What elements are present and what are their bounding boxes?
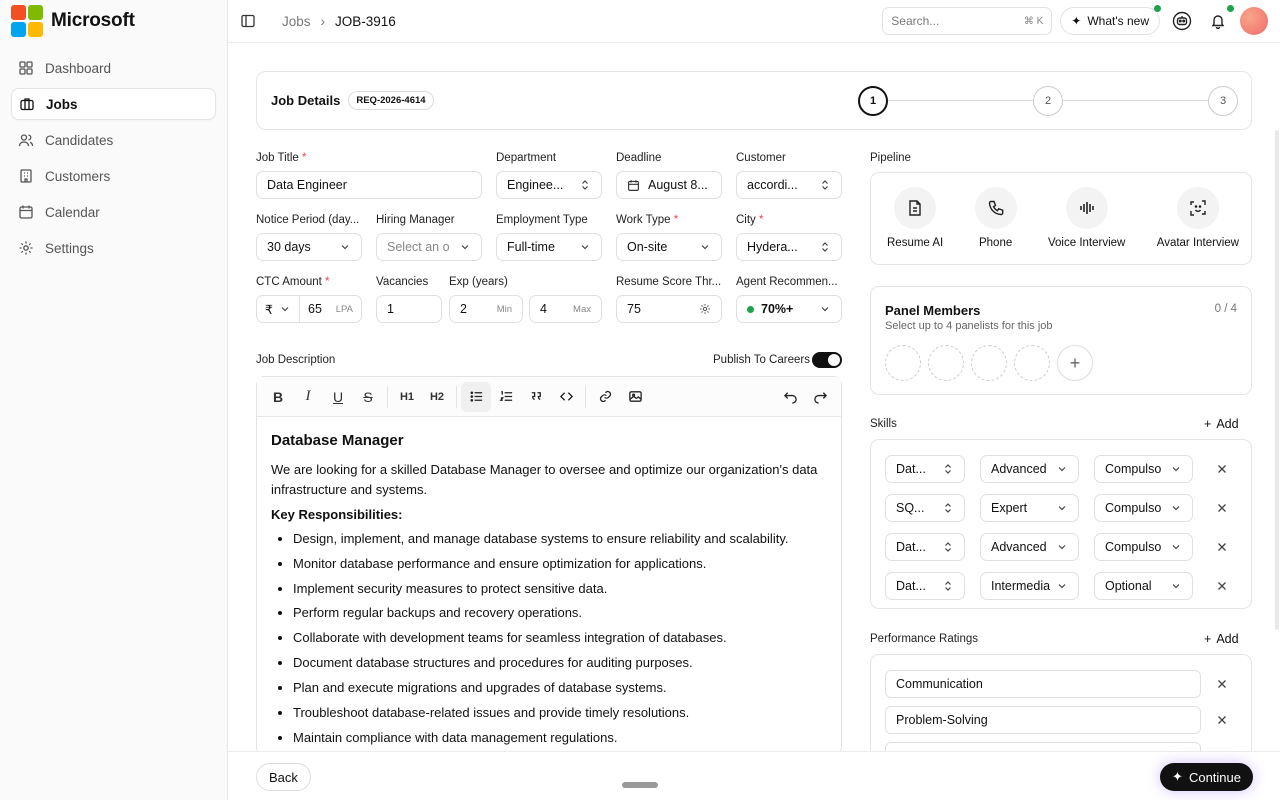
skill-requirement-select[interactable]: Optional <box>1094 572 1193 600</box>
chevron-down-icon <box>819 303 831 315</box>
list-item: • Plan and execute migrations and upgrades of database systems. <box>293 678 827 698</box>
pipeline-voice-interview[interactable]: Voice Interview <box>1048 187 1125 249</box>
toolbar-divider <box>456 386 457 408</box>
skill-level-select[interactable]: Advanced <box>980 533 1079 561</box>
code-button[interactable] <box>551 382 581 412</box>
panelist-slot[interactable] <box>885 345 921 381</box>
rating-input[interactable]: Communication <box>885 670 1201 698</box>
list-item: • Perform regular backups and recovery operations. <box>293 603 827 623</box>
search-placeholder: Search... <box>891 14 940 28</box>
image-icon <box>628 389 643 404</box>
step-line <box>1063 100 1208 101</box>
toolbar-divider <box>387 386 388 408</box>
close-icon[interactable] <box>1215 462 1229 476</box>
skills-card <box>870 439 1252 609</box>
add-skill-button[interactable]: + Add <box>1204 417 1239 431</box>
list-item: • Monitor database performance and ensure optimization for applications. <box>293 554 827 574</box>
editor-toolbar <box>257 377 841 417</box>
heading1-button[interactable]: H1 <box>399 390 415 403</box>
sidebar-item-jobs[interactable] <box>11 88 216 120</box>
publish-careers-label: Publish To Careers <box>713 354 810 366</box>
chevron-down-icon <box>459 241 471 253</box>
updown-chevron-icon <box>942 580 954 592</box>
chevron-down-icon <box>1170 580 1182 592</box>
gear-icon[interactable] <box>699 303 711 315</box>
document-icon <box>906 199 924 217</box>
skill-level-select[interactable]: Intermedia <box>980 572 1079 600</box>
underline-button[interactable]: U <box>332 388 344 405</box>
panelist-slot[interactable] <box>971 345 1007 381</box>
currency-select[interactable]: ₹ <box>256 295 300 323</box>
back-button[interactable]: Back <box>256 763 311 791</box>
panel-members-subtitle: Select up to 4 panelists for this job <box>885 320 1053 332</box>
italic-button[interactable]: I <box>305 388 311 404</box>
plus-icon: + <box>1204 632 1212 646</box>
skill-row <box>871 440 1251 610</box>
list-item: • Document database structures and procedures for auditing purposes. <box>293 653 827 673</box>
stepper <box>858 86 1238 116</box>
job-description-editor <box>256 376 842 756</box>
chevron-down-icon <box>1170 463 1182 475</box>
sidebar-item-dashboard[interactable] <box>11 52 216 84</box>
link-icon <box>598 389 613 404</box>
description-intro: We are looking for a skilled Database Manager to oversee and optimize our organization's data infrastructure and systems. <box>271 462 818 498</box>
vacancies-input[interactable]: 1 <box>376 295 442 323</box>
experience-max-input[interactable]: 4 Max <box>529 295 602 323</box>
close-icon[interactable] <box>1215 713 1229 727</box>
blockquote-button[interactable] <box>521 382 551 412</box>
step-1[interactable]: 1 <box>858 86 888 116</box>
bullet-list-icon <box>469 389 484 404</box>
ctc-label: CTC Amount * <box>256 276 330 288</box>
skill-name-select[interactable]: Dat... <box>885 572 965 600</box>
job-title-label: Job Title * <box>256 152 307 164</box>
redo-icon <box>813 389 828 404</box>
chevron-down-icon <box>1056 502 1068 514</box>
experience-min-input[interactable]: 2 Min <box>449 295 523 323</box>
calendar-icon <box>627 179 640 192</box>
agent-recommendation-label: Agent Recommen... <box>736 276 838 288</box>
code-icon <box>559 389 574 404</box>
undo-button[interactable] <box>775 382 805 412</box>
notification-dot <box>1227 5 1234 12</box>
chevron-down-icon <box>1170 541 1182 553</box>
step-2[interactable]: 2 <box>1033 86 1063 116</box>
skill-level-select[interactable]: Expert <box>980 494 1079 522</box>
department-label: Department <box>496 152 557 164</box>
list-item: • Troubleshoot database-related issues and provide timely resolutions. <box>293 703 827 723</box>
pipeline-card <box>870 172 1252 265</box>
brand-name: Microsoft <box>51 10 135 31</box>
panelist-slot[interactable] <box>1014 345 1050 381</box>
sidebar-item-label: Customers <box>45 168 111 184</box>
notifications-button[interactable] <box>1204 7 1232 35</box>
plus-icon: + <box>1204 417 1212 431</box>
responsibilities-list <box>271 529 827 774</box>
breadcrumb-current: JOB-3916 <box>335 13 396 29</box>
deadline-datepicker[interactable]: August 8... <box>616 171 722 199</box>
chevron-down-icon <box>1170 502 1182 514</box>
scrollbar[interactable] <box>1275 130 1279 630</box>
close-icon[interactable] <box>1215 677 1229 691</box>
search-shortcut: ⌘ K <box>1023 15 1044 27</box>
sparkle-icon: ✦ <box>1172 769 1183 784</box>
chevron-down-icon <box>579 241 591 253</box>
skill-level-select[interactable]: Advanced <box>980 455 1079 483</box>
dashboard-icon <box>18 60 34 76</box>
updown-chevron-icon <box>942 502 954 514</box>
performance-ratings-label: Performance Ratings <box>870 633 979 645</box>
bell-icon <box>1210 13 1226 29</box>
undo-icon <box>783 389 798 404</box>
face-scan-icon <box>1189 199 1207 217</box>
panel-members-card <box>870 286 1252 395</box>
microsoft-logo-icon <box>11 5 43 37</box>
search-input[interactable] <box>882 7 1052 35</box>
drag-handle[interactable] <box>622 782 658 788</box>
step-3[interactable]: 3 <box>1208 86 1238 116</box>
sidebar-item-calendar[interactable] <box>11 196 216 228</box>
heading2-button[interactable]: H2 <box>429 390 445 403</box>
rating-input[interactable]: Problem-Solving <box>885 706 1201 734</box>
quote-icon <box>529 389 544 404</box>
close-icon[interactable] <box>1215 501 1229 515</box>
main-content <box>228 43 1280 751</box>
top-header <box>228 0 1280 43</box>
notification-dot <box>1154 5 1161 12</box>
strikethrough-button[interactable]: S <box>363 388 373 405</box>
close-icon[interactable] <box>1215 540 1229 554</box>
pipeline-phone[interactable]: Phone <box>975 187 1017 249</box>
brand[interactable] <box>0 0 227 42</box>
step-title: Job Details <box>271 93 341 108</box>
waveform-icon <box>1078 199 1096 217</box>
footer-bar <box>228 751 1280 800</box>
panelist-slot[interactable] <box>928 345 964 381</box>
editor-content[interactable] <box>257 417 841 790</box>
sidebar-nav <box>0 42 227 274</box>
step-line <box>888 100 1033 101</box>
link-button[interactable] <box>590 382 620 412</box>
chevron-down-icon <box>1056 580 1068 592</box>
skill-name-select[interactable]: Dat... <box>885 533 965 561</box>
list-item: • Implement security measures to protect sensitive data. <box>293 579 827 599</box>
work-type-label: Work Type * <box>616 214 679 226</box>
employment-type-label: Employment Type <box>496 214 588 226</box>
sidebar <box>0 0 228 800</box>
breadcrumb-jobs[interactable]: Jobs <box>282 13 311 29</box>
responsibilities-heading: Key Responsibilities: <box>271 506 403 522</box>
skills-label: Skills <box>870 418 897 430</box>
resume-score-label: Resume Score Thr... <box>616 276 722 288</box>
phone-icon <box>987 199 1005 217</box>
hiring-manager-label: Hiring Manager <box>376 214 455 226</box>
numbered-list-icon <box>499 389 514 404</box>
work-type-select[interactable]: On-site <box>616 233 722 261</box>
notice-period-label: Notice Period (day... <box>256 214 360 226</box>
gear-icon <box>18 240 34 256</box>
city-label: City * <box>736 214 764 226</box>
close-icon[interactable] <box>1215 579 1229 593</box>
image-button[interactable] <box>620 382 650 412</box>
deadline-label: Deadline <box>616 152 662 164</box>
job-description-label: Job Description <box>256 354 336 366</box>
publish-careers-toggle[interactable] <box>812 352 842 368</box>
status-dot <box>747 306 754 313</box>
skill-name-select[interactable]: SQ... <box>885 494 965 522</box>
sidebar-item-label: Calendar <box>45 204 100 220</box>
pipeline-avatar-interview[interactable]: Avatar Interview <box>1157 187 1239 249</box>
agent-recommendation-select[interactable]: 70%+ <box>736 295 842 323</box>
chevron-down-icon <box>279 303 291 315</box>
sparkle-icon: ✦ <box>1071 14 1082 28</box>
skill-requirement-select[interactable]: Compulso <box>1094 533 1193 561</box>
customer-select[interactable]: accordi... <box>736 171 842 199</box>
sidebar-item-label: Candidates <box>45 132 114 148</box>
plus-icon: + <box>1069 352 1081 373</box>
bullet-list-button[interactable] <box>461 382 491 412</box>
updown-chevron-icon <box>819 179 831 191</box>
sidebar-item-customers[interactable] <box>11 160 216 192</box>
chevron-down-icon <box>339 241 351 253</box>
sidebar-item-label: Dashboard <box>45 60 112 76</box>
list-item: • Collaborate with development teams for seamless integration of databases. <box>293 628 827 648</box>
redo-button[interactable] <box>805 382 835 412</box>
sidebar-item-candidates[interactable] <box>11 124 216 156</box>
updown-chevron-icon <box>819 241 831 253</box>
city-select[interactable]: Hydera... <box>736 233 842 261</box>
updown-chevron-icon <box>942 541 954 553</box>
chevron-down-icon <box>1056 463 1068 475</box>
breadcrumb-separator-icon: › <box>320 13 326 29</box>
job-details-stepper <box>256 71 1252 130</box>
briefcase-icon <box>19 96 35 112</box>
add-panelist-button[interactable] <box>1057 345 1093 381</box>
numbered-list-button[interactable] <box>491 382 521 412</box>
panel-members-count: 0 / 4 <box>1214 303 1237 315</box>
customer-label: Customer <box>736 152 786 164</box>
breadcrumb <box>240 13 396 29</box>
experience-label: Exp (years) <box>449 276 508 288</box>
list-item: • Maintain compliance with data management regulations. <box>293 728 827 748</box>
continue-button[interactable] <box>1160 763 1253 791</box>
skill-requirement-select[interactable]: Compulso <box>1094 494 1193 522</box>
updown-chevron-icon <box>579 179 591 191</box>
sidebar-item-settings[interactable] <box>11 232 216 264</box>
skill-name-select[interactable]: Dat... <box>885 455 965 483</box>
assistant-button[interactable] <box>1168 7 1196 35</box>
panel-members-title: Panel Members <box>885 303 981 318</box>
description-heading: Database Manager <box>271 432 404 449</box>
sidebar-item-label: Settings <box>45 240 94 256</box>
skill-requirement-select[interactable]: Compulso <box>1094 455 1193 483</box>
vacancies-label: Vacancies <box>376 276 429 288</box>
resume-score-input[interactable]: 75 <box>616 295 722 323</box>
robot-icon <box>1172 11 1192 31</box>
toolbar-divider <box>585 386 586 408</box>
ctc-amount-input[interactable]: 65 LPA <box>299 295 362 323</box>
avatar[interactable] <box>1240 7 1268 35</box>
add-rating-button[interactable]: + Add <box>1204 632 1239 646</box>
requisition-badge: REQ-2026-4614 <box>348 91 433 110</box>
continue-label: Continue <box>1188 769 1241 785</box>
sidebar-toggle-icon[interactable] <box>240 13 256 29</box>
whats-new-label: What's new <box>1087 14 1149 28</box>
users-icon <box>18 132 34 148</box>
pipeline-resume-ai[interactable]: Resume AI <box>887 187 943 249</box>
bold-button[interactable]: B <box>272 388 284 405</box>
chevron-down-icon <box>699 241 711 253</box>
job-title-input[interactable]: Data Engineer <box>256 171 482 199</box>
hiring-manager-select[interactable]: Select an o <box>376 233 482 261</box>
building-icon <box>18 168 34 184</box>
department-select[interactable]: Enginee... <box>496 171 602 199</box>
employment-type-select[interactable]: Full-time <box>496 233 602 261</box>
updown-chevron-icon <box>942 463 954 475</box>
sidebar-item-label: Jobs <box>46 96 78 112</box>
list-item: • Design, implement, and manage database systems to ensure reliability and scalability. <box>293 529 827 549</box>
whats-new-button[interactable] <box>1060 7 1160 35</box>
notice-period-select[interactable]: 30 days <box>256 233 362 261</box>
pipeline-label: Pipeline <box>870 152 911 164</box>
chevron-down-icon <box>1056 541 1068 553</box>
calendar-icon <box>18 204 34 220</box>
